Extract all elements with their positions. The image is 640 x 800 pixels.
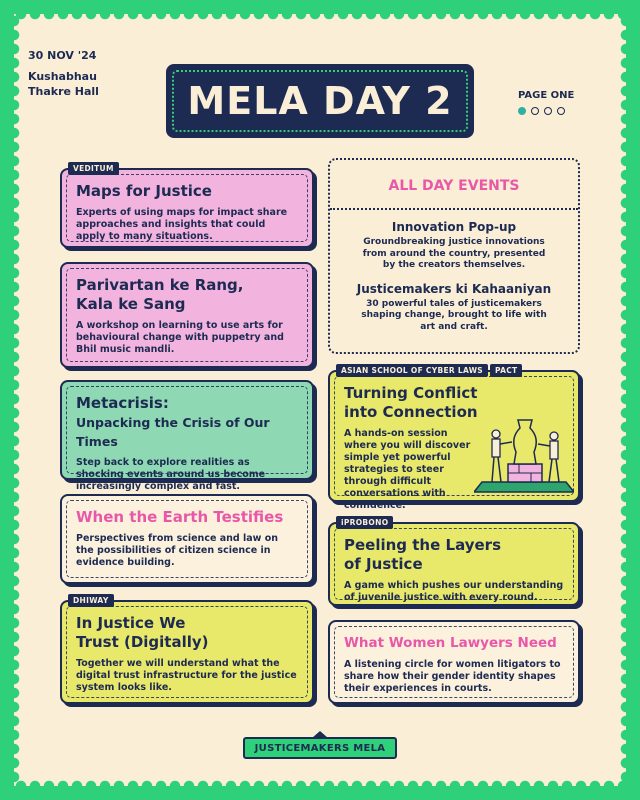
session-desc: A hands-on session where you will discover simple yet powerful strategies to steer through difficult conversations with confidence. bbox=[344, 428, 471, 511]
all-day-item-title: Justicemakers ki Kahaaniyan bbox=[356, 281, 552, 296]
session-card-women-lawyers[interactable] bbox=[328, 620, 580, 704]
session-title: Peeling the Layers of Justice bbox=[344, 536, 502, 573]
session-desc: A game which pushes our understanding of juvenile justice with every round. bbox=[344, 580, 564, 603]
session-card-maps[interactable] bbox=[60, 168, 314, 248]
page-title-banner bbox=[166, 64, 474, 138]
all-day-item-desc: 30 powerful tales of justicemakers shaping change, brought to life with art and craft. bbox=[361, 298, 547, 332]
page-title: MELA DAY 2 bbox=[187, 79, 453, 123]
sponsor-tag: ASIAN SCHOOL OF CYBER LAWS bbox=[336, 364, 488, 377]
page-dot[interactable] bbox=[544, 107, 552, 115]
sponsor-tag: iPROBONO bbox=[336, 516, 393, 529]
date-venue bbox=[28, 48, 99, 99]
session-title: In Justice We Trust (Digitally) bbox=[76, 614, 209, 651]
event-date: 30 NOV '24 bbox=[28, 49, 97, 62]
footer-label: JUSTICEMAKERS MELA bbox=[254, 742, 386, 754]
session-card-metacrisis[interactable] bbox=[60, 380, 314, 492]
session-desc: Experts of using maps for impact share approaches and insights that could apply to many situations. bbox=[76, 207, 288, 242]
session-desc: A workshop on learning to use arts for behavioural change with puppetry and Bhil music mandli. bbox=[76, 320, 284, 355]
session-desc: Perspectives from science and law on the possibilities of citizen science in evidence building. bbox=[76, 533, 279, 568]
session-card-conflict[interactable] bbox=[328, 370, 580, 511]
people-vase-illustration bbox=[474, 412, 574, 494]
session-title: Maps for Justice bbox=[76, 182, 212, 200]
page-dot[interactable] bbox=[531, 107, 539, 115]
session-desc: Step back to explore realities as shocking events around us become increasingly complex and fast. bbox=[76, 457, 266, 492]
page-dot-active[interactable] bbox=[518, 107, 526, 115]
pagination-dots bbox=[518, 107, 574, 115]
sponsor-tag: VEDITUM bbox=[68, 162, 119, 175]
session-card-digital-trust[interactable] bbox=[60, 600, 314, 704]
session-title: When the Earth Testifies bbox=[76, 508, 284, 526]
session-card-earth-testifies[interactable] bbox=[60, 494, 314, 584]
session-card-parivartan[interactable] bbox=[60, 262, 314, 368]
sponsor-tag: PACT bbox=[490, 364, 522, 377]
session-desc: Together we will understand what the digital trust infrastructure for the justice system looks like. bbox=[76, 658, 297, 693]
page-indicator bbox=[518, 90, 574, 115]
session-title: Parivartan ke Rang, Kala ke Sang bbox=[76, 276, 244, 313]
all-day-events bbox=[328, 158, 580, 354]
all-day-item-title: Innovation Pop-up bbox=[391, 220, 517, 234]
sponsor-tag: DHIWAY bbox=[68, 594, 114, 607]
page-label: PAGE ONE bbox=[518, 90, 575, 101]
session-title: Turning Conflict into Connection bbox=[344, 384, 478, 421]
session-desc: A listening circle for women litigators to share how their gender identity shapes their experiences in courts. bbox=[344, 659, 561, 694]
all-day-item-desc: Groundbreaking justice innovations from around the country, presented by the creators themselves. bbox=[362, 237, 546, 270]
session-title: Metacrisis: Unpacking the Crisis of Our Times bbox=[76, 394, 270, 449]
footer-logo bbox=[243, 737, 397, 759]
all-day-heading: ALL DAY EVENTS bbox=[388, 178, 520, 194]
session-title: What Women Lawyers Need bbox=[344, 635, 557, 651]
venue-line2: Thakre Hall bbox=[28, 85, 99, 98]
page-dot[interactable] bbox=[557, 107, 565, 115]
divider bbox=[330, 208, 578, 210]
session-card-peeling-layers[interactable] bbox=[328, 522, 580, 606]
venue-line1: Kushabhau bbox=[28, 70, 97, 83]
